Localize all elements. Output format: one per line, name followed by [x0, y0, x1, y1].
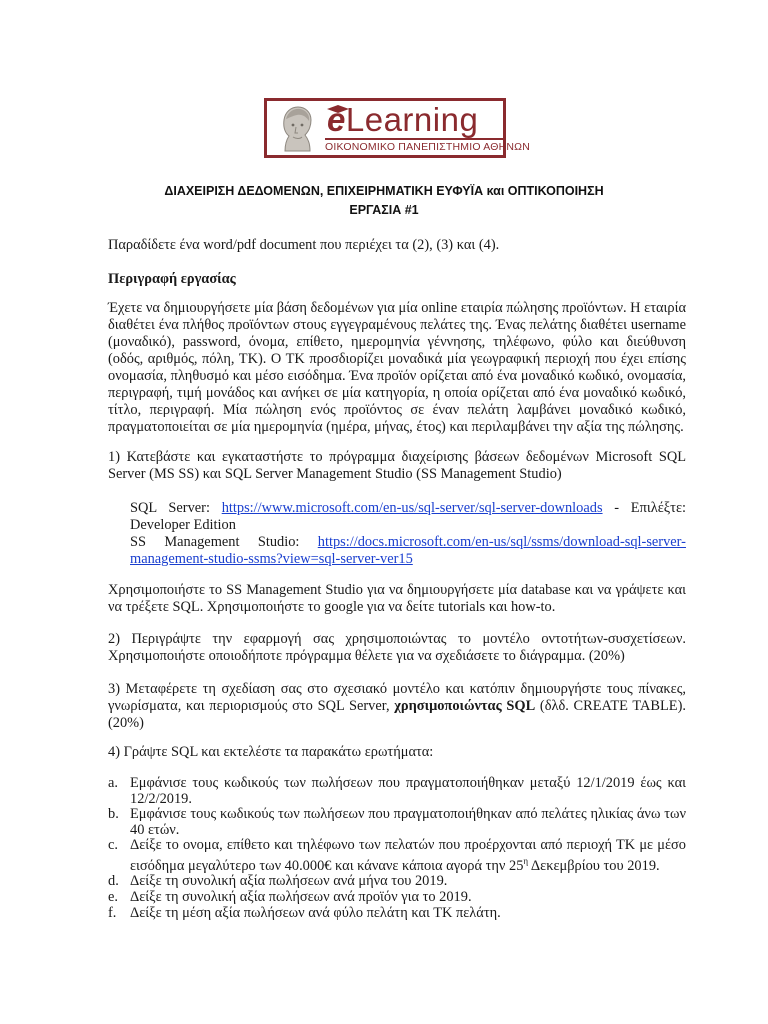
assignment-number: ΕΡΓΑΣΙΑ #1 — [349, 203, 419, 217]
query-superscript: η — [523, 855, 529, 866]
sql-server-link[interactable]: https://www.microsoft.com/en-us/sql-server/sql-server-downloads — [221, 500, 603, 516]
query-text: Δείξε τη συνολική αξία πωλήσεων ανά προϊόν για το 2019. — [130, 888, 472, 905]
sql-server-label: SQL Server: — [130, 500, 210, 516]
description-heading: Περιγραφή εργασίας — [108, 271, 236, 287]
list-marker: d. — [108, 873, 119, 890]
list-item — [108, 838, 686, 874]
query-text: Εμφάνισε τους κωδικούς των πωλήσεων που πραγματοποιήθηκαν μεταξύ 12/1/2019 έως και 12/2/2019. — [130, 775, 686, 807]
sql-server-download-line — [130, 500, 686, 534]
greek-bust-icon — [271, 103, 323, 155]
query-text — [130, 838, 686, 874]
elearning-logo — [264, 98, 530, 158]
step-4-text: 4) Γράψτε SQL και εκτελέστε τα παρακάτω ερωτήματα: — [108, 744, 434, 760]
step-3-text — [108, 681, 686, 732]
sql-server-choose: - Επιλέξτε: Developer Edition — [130, 500, 686, 533]
query-text-after: Δεκεμβρίου του 2019. — [528, 857, 660, 874]
step-3-before: 3) Μεταφέρετε τη σχεδίαση σας στο σχεσιακό μοντέλο και κατόπιν δημιουργήστε τους πίνακες, γνωρίσματα, και περιορισμούς στο SQL Server, — [108, 681, 686, 714]
ssms-download-line — [130, 534, 686, 568]
queries-list — [108, 776, 686, 921]
list-marker: e. — [108, 888, 118, 905]
list-item — [108, 874, 686, 890]
ssms-link[interactable]: https://docs.microsoft.com/en-us/sql/ssms/download-sql-server-management-studio-ssms?view=sql-server-ver15 — [130, 534, 686, 567]
deliverable-text: Παραδίδετε ένα word/pdf document που περιέχει τα (2), (3) και (4). — [108, 237, 500, 253]
list-item — [108, 906, 686, 922]
list-item — [108, 807, 686, 838]
query-text: Δείξε τη μέση αξία πωλήσεων ανά φύλο πελάτη και ΤΚ πελάτη. — [130, 904, 501, 921]
ssms-label: SS Management Studio: — [130, 534, 300, 550]
step-2-text: 2) Περιγράψτε την εφαρμογή σας χρησιμοποιώντας το μοντέλο οντοτήτων-συσχετίσεων. Χρησιμοποιήστε οποιοδήποτε πρόγραμμα θέλετε για να σχεδιάσετε το διάγραμμα. (20%) — [108, 631, 686, 664]
step-3-bold: χρησιμοποιώντας SQL — [394, 698, 536, 714]
list-marker: b. — [108, 806, 119, 823]
query-text-before: Δείξε το ονομα, επίθετο και τηλέφωνο των πελατών που προέρχονται από περιοχή ΤΚ με μέσο εισόδημα μεγαλύτερο των 40.000€ και κάνανε κάποια αγορά την 25 — [130, 837, 686, 874]
logo-brand — [327, 101, 478, 139]
description-paragraph: Έχετε να δημιουργήσετε μία βάση δεδομένων για μία online εταιρία πώλησης προϊόντων. Η εταιρία διαθέτει ένα πλήθος προϊόντων στους εγγεγραμένους πελάτες της. Ένας πελάτης διαθέτει username (μοναδικό), password, όνομα, επίθετο, ημερομηνία γέννησης, τηλέφωνο, φύλο και διεύθυνση (οδός, αριθμός, πόλη, ΤΚ). Ο ΤΚ προσδιορίζει μοναδικά μία γεωγραφική περιοχή που έχει επίσης ονομασία, πληθυσμό και μέσο εισόδημα. Ένα προϊόν ορίζεται από ένα μοναδικό κωδικό, ονομασία, περιγραφή, τιμή μονάδος και ανήκει σε μία κατηγορία, η οποία ορίζεται από ένα μοναδικό κωδικό, τίτλο, περιγραφή. Μία πώληση ενός προϊόντος σε έναν πελάτη λαμβάνει μοναδικό κωδικό, πραγματοποιείται σε μία ημερομηνία (ημέρα, μήνας, έτος) και περιλαμβάνει την αξία της πώλησης. — [108, 300, 686, 435]
list-item — [108, 776, 686, 807]
logo-brand-e: e — [327, 101, 346, 138]
step-3-after: (δλδ. CREATE TABLE). (20%) — [108, 698, 686, 731]
query-text: Εμφάνισε τους κωδικούς των πωλήσεων που πραγματοποιήθηκαν από πελάτες ηλικίας άνω των 40 ετών. — [130, 806, 686, 838]
list-marker: a. — [108, 775, 118, 791]
list-marker: c. — [108, 837, 118, 854]
step-1-text: 1) Κατεβάστε και εγκαταστήστε το πρόγραμμα διαχείρισης βάσεων δεδομένων Microsoft SQL Server (MS SS) και SQL Server Management Studio (SS Management Studio) — [108, 449, 686, 482]
list-item — [108, 890, 686, 906]
logo-divider — [325, 138, 503, 140]
page-title: ΔΙΑΧΕΙΡΙΣΗ ΔΕΔΟΜΕΝΩΝ, ΕΠΙΧΕΙΡΗΜΑΤΙΚΗ ΕΥΦΥΪΑ και ΟΠΤΙΚΟΠΟΙΗΣΗ — [164, 184, 604, 198]
query-text: Δείξε τη συνολική αξία πωλήσεων ανά μήνα του 2019. — [130, 873, 448, 890]
list-marker: f. — [108, 904, 117, 921]
use-ssms-text: Χρησιμοποιήστε το SS Management Studio για να δημιουργήσετε μία database και να γράψετε και να τρέξετε SQL. Χρησιμοποιήστε το google για να δείτε tutorials και how-to. — [108, 582, 686, 615]
logo-brand-rest: Learning — [345, 101, 479, 138]
logo-subtitle: ΟΙΚΟΝΟΜΙΚΟ ΠΑΝΕΠΙΣΤΗΜΙΟ ΑΘΗΝΩΝ — [325, 141, 530, 153]
